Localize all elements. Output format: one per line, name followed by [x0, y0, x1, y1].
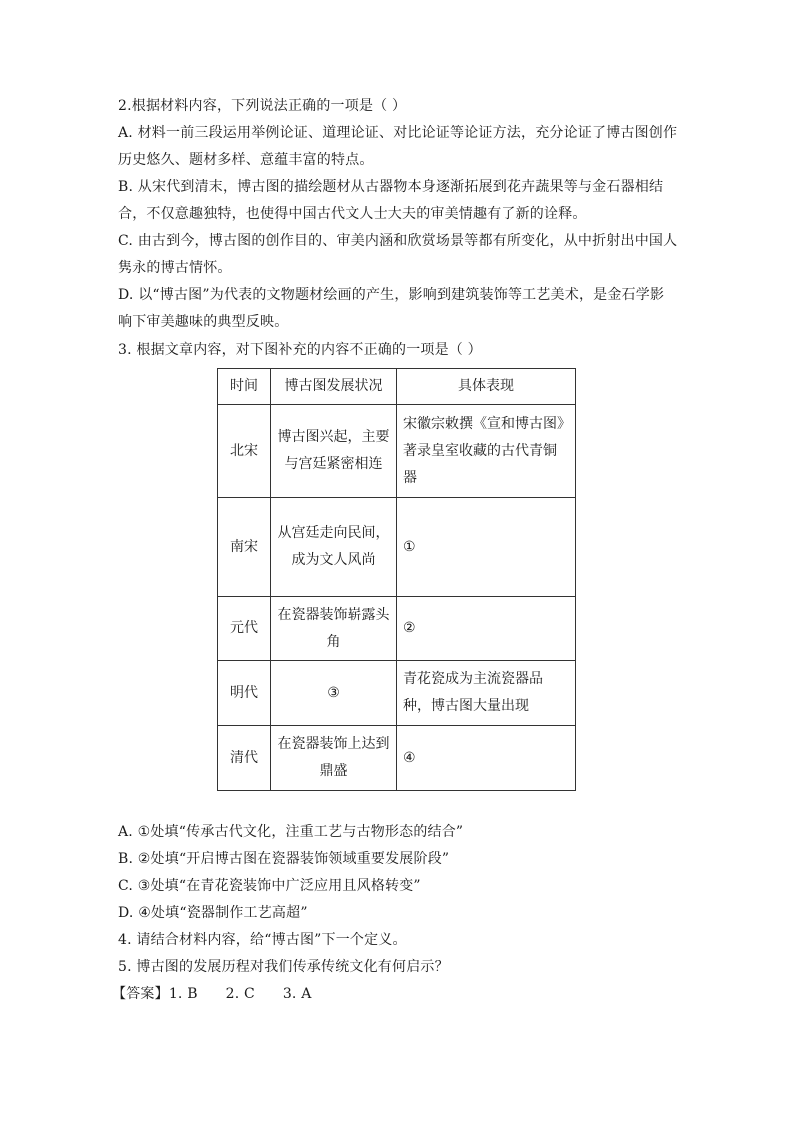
q3-option-b: B. ②处填“开启博古图在瓷器装饰领域重要发展阶段” [118, 851, 450, 867]
q2-stem: 2.根据材料内容，下列说法正确的一项是（ ） [118, 98, 407, 114]
q2-option-d-line1: D. 以“博古图”为代表的文物题材绘画的产生，影响到建筑装饰等工艺美术，是金石学影 [118, 287, 665, 303]
q2-option-a-line2: 历史悠久、题材多样、意蕴丰富的特点。 [118, 152, 374, 168]
row-detail: 宋徽宗敕撰《宣和博古图》著录皇室收藏的古代青铜器 [397, 405, 576, 498]
q2-option-a-line1: A. 材料一前三段运用举例论证、道理论证、对比论证等论证方法，充分论证了博古图创作 [118, 125, 678, 141]
q3-option-a: A. ①处填“传承古代文化，注重工艺与古物形态的结合” [118, 824, 464, 840]
row-time: 清代 [218, 726, 271, 791]
header-detail: 具体表现 [397, 369, 576, 405]
q3-option-c: C. ③处填“在青花瓷装饰中广泛应用且风格转变” [118, 878, 421, 894]
row-detail: 青花瓷成为主流瓷器品种，博古图大量出现 [397, 661, 576, 726]
row-time: 北宋 [218, 405, 271, 498]
answer-text: 1. B 2. C 3. A [168, 986, 312, 1002]
development-table [217, 368, 576, 791]
row-status: 从宫廷走向民间，成为文人风尚 [271, 498, 397, 597]
answer-line [112, 984, 312, 1004]
q3-option-d: D. ④处填“瓷器制作工艺高超” [118, 905, 308, 921]
q3-stem: 3. 根据文章内容，对下图补充的内容不正确的一项是（ ） [118, 342, 482, 358]
table-row [218, 405, 576, 498]
row-status: 在瓷器装饰崭露头角 [271, 597, 397, 661]
table-row [218, 498, 576, 597]
q2-option-c-line1: C. 由古到今，博古图的创作目的、审美内涵和欣赏场景等都有所变化，从中折射出中国人 [118, 233, 678, 249]
row-time: 南宋 [218, 498, 271, 597]
table-header-row [218, 369, 576, 405]
q2-option-b-line2: 合，不仅意趣独特，也使得中国古代文人士大夫的审美情趣有了新的诠释。 [118, 206, 587, 222]
row-time: 明代 [218, 661, 271, 726]
q5-stem: 5. 博古图的发展历程对我们传承传统文化有何启示？ [118, 959, 449, 975]
header-time: 时间 [218, 369, 271, 405]
answer-label: 【答案】 [112, 986, 169, 1002]
row-time: 元代 [218, 597, 271, 661]
table-row [218, 661, 576, 726]
row-detail: ② [397, 597, 576, 661]
row-status: 博古图兴起，主要与宫廷紧密相连 [271, 405, 397, 498]
row-detail: ① [397, 498, 576, 597]
q2-option-c-line2: 隽永的博古情怀。 [118, 260, 232, 276]
table-row [218, 726, 576, 791]
q2-option-d-line2: 响下审美趣味的典型反映。 [118, 314, 289, 330]
row-status: ③ [271, 661, 397, 726]
table-row [218, 597, 576, 661]
row-status: 在瓷器装饰上达到鼎盛 [271, 726, 397, 791]
q4-stem: 4. 请结合材料内容，给“博古图”下一个定义。 [118, 932, 407, 948]
row-detail: ④ [397, 726, 576, 791]
header-status: 博古图发展状况 [271, 369, 397, 405]
q2-option-b-line1: B. 从宋代到清末，博古图的描绘题材从古器物本身逐渐拓展到花卉蔬果等与金石器相结 [118, 179, 664, 195]
